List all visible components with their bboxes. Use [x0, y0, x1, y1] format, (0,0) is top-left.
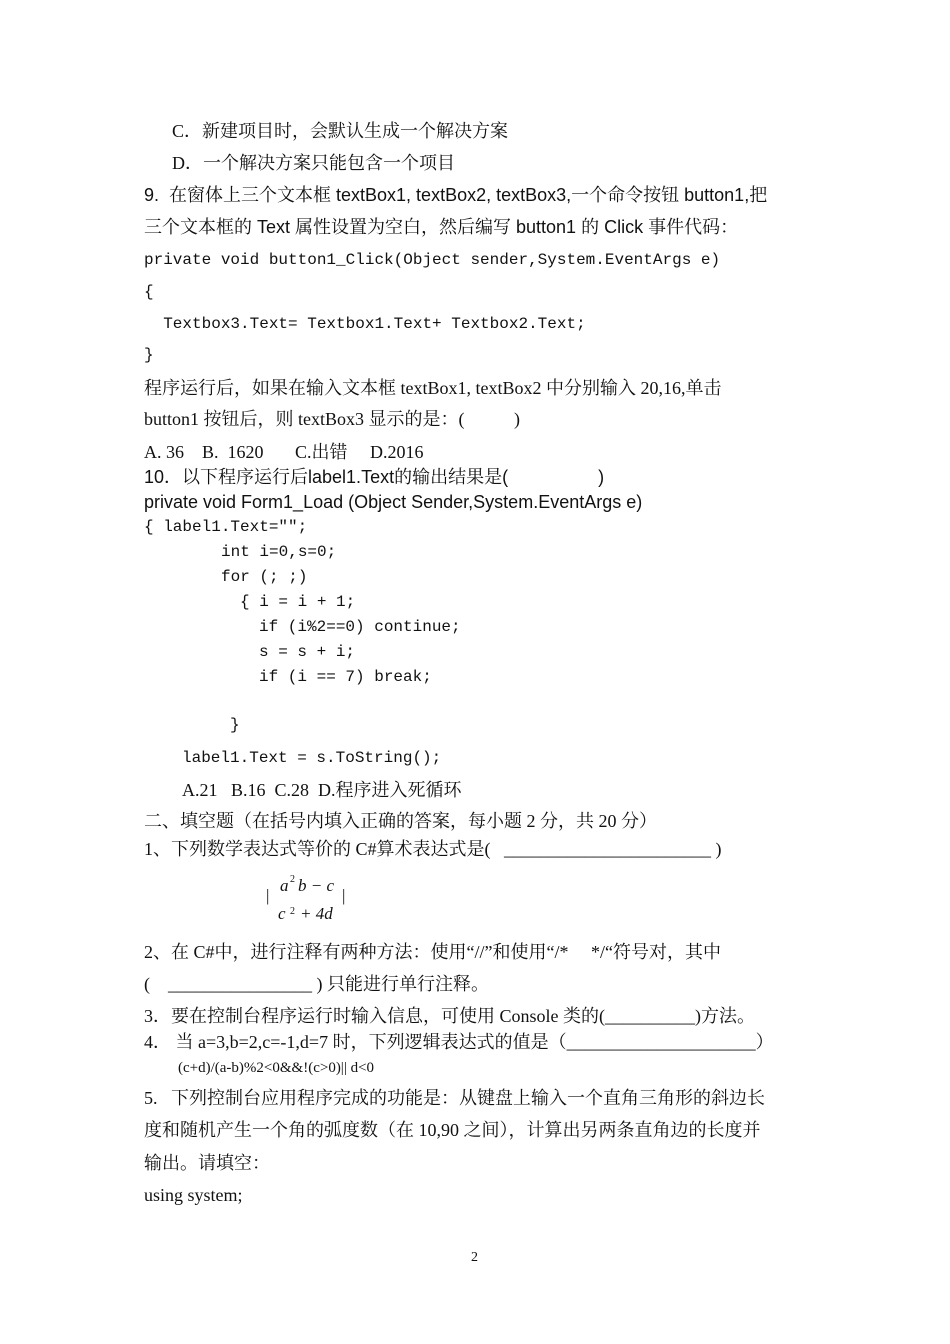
fill-5-line-3: 输出。请填空： — [144, 1153, 270, 1173]
fill-2-line-2: ( ________________ ) 只能进行单行注释。 — [144, 974, 489, 994]
q10-signature: private void Form1_Load (Object Sender,System.EventArgs e) — [144, 492, 643, 512]
q9-code-line-2: { — [144, 283, 154, 301]
q10-code-line-3: for (; ;) — [221, 568, 308, 586]
q9-stem-line-1: 9. 在窗体上三个文本框 textBox1, textBox2, textBox3,一个命令按钮 button1,把 — [144, 185, 768, 205]
q10-code-line-5: if (i%2==0) continue; — [259, 618, 461, 636]
fill-3: 3．要在控制台程序运行时输入信息，可使用 Console 类的(__________)方法。 — [144, 1006, 755, 1026]
formula-denominator-c: c — [278, 904, 286, 923]
q10-options: A.21 B.16 C.28 D.程序进入死循环 — [182, 780, 462, 800]
q8-option-c: C．新建项目时，会默认生成一个解决方案 — [172, 121, 509, 141]
q10-stem: 10．以下程序运行后label1.Text的输出结果是( ) — [144, 467, 605, 487]
fill-4-line-1: 4． 当 a=3,b=2,c=-1,d=7 时，下列逻辑表达式的值是（_____________________） — [144, 1032, 774, 1052]
q9-code-line-4: } — [144, 346, 154, 364]
fill-4-line-2: (c+d)/(a-b)%2<0&&!(c>0)|| d<0 — [178, 1060, 375, 1076]
q10-code-line-4: { i = i + 1; — [240, 593, 356, 611]
q9-code-line-3: Textbox3.Text= Textbox1.Text+ Textbox2.Text; — [144, 315, 586, 333]
fill-2-line-1: 2、在 C#中，进行注释有两种方法：使用“//”和使用“/* */“符号对，其中 — [144, 942, 721, 962]
fill-1: 1、下列数学表达式等价的 C#算术表达式是( _______________________ ) — [144, 839, 722, 859]
formula-bar-left: | — [266, 886, 270, 905]
q10-code-line-2: int i=0,s=0; — [221, 543, 337, 561]
q9-stem-line-2: 三个文本框的 Text 属性设置为空白，然后编写 button1 的 Click 事件代码： — [144, 217, 739, 237]
q8-option-d: D．一个解决方案只能包含一个项目 — [172, 153, 455, 173]
formula-numerator-rest: b − c — [298, 876, 335, 895]
formula-numerator-a: a — [280, 876, 289, 895]
formula-numerator-exponent: 2 — [290, 874, 295, 885]
formula-bar-right: | — [342, 886, 346, 905]
fill-5-code-line-1: using system; — [144, 1185, 243, 1205]
q10-code-line-6: s = s + i; — [259, 643, 356, 661]
q9-text-line-2: button1 按钮后，则 textBox3 显示的是：( ) — [144, 409, 520, 429]
fill-5-line-2: 度和随机产生一个角的弧度数（在 10,90 之间），计算出另两条直角边的长度并 — [144, 1120, 761, 1140]
q10-code-line-9: label1.Text = s.ToString(); — [182, 749, 442, 767]
q10-code-line-7: if (i == 7) break; — [259, 668, 432, 686]
formula-denominator-rest: + 4d — [300, 904, 333, 923]
fill-5-line-1: 5. 下列控制台应用程序完成的功能是：从键盘上输入一个直角三角形的斜边长 — [144, 1088, 765, 1108]
q10-code-line-1: { label1.Text=""; — [144, 518, 308, 536]
q10-code-line-8: } — [230, 716, 240, 734]
section-2-title: 二、填空题（在括号内填入正确的答案，每小题 2 分，共 20 分） — [144, 811, 657, 831]
page-number: 2 — [471, 1250, 478, 1265]
q9-text-line-1: 程序运行后，如果在输入文本框 textBox1, textBox2 中分别输入 20,16,单击 — [144, 378, 722, 398]
q9-options: A. 36 B. 1620 C.出错 D.2016 — [144, 442, 424, 462]
q9-code-line-1: private void button1_Click(Object sender,System.EventArgs e) — [144, 251, 721, 269]
formula-denominator-exponent: 2 — [290, 906, 295, 917]
math-formula — [266, 872, 356, 928]
